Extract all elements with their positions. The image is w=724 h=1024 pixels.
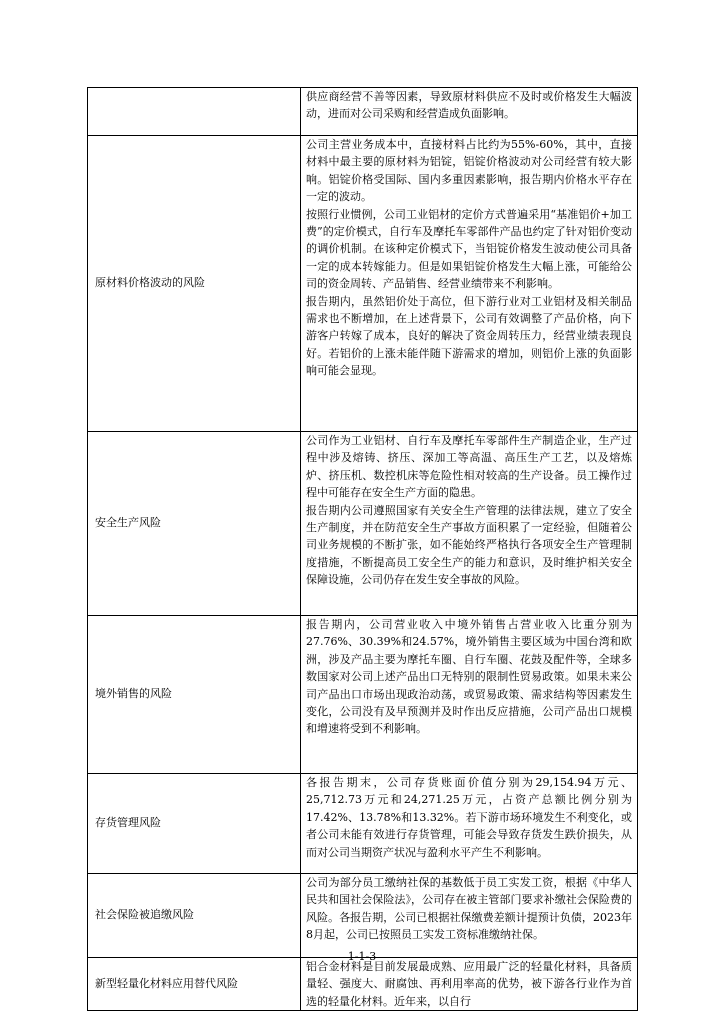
risk-name: 社会保险被追缴风险 xyxy=(88,874,301,958)
risk-name: 安全生产风险 xyxy=(88,432,301,616)
paragraph: 报告期内，公司营业收入中境外销售占营业收入比重分别为27.76%、30.39%和24.57%，境外销售主要区域为中国台湾和欧洲，涉及产品主要为摩托车圈、自行车圈、花鼓及配件等，全球多数国家对公司上述产品出口无特别的限制性贸易政策。如果未来公司产品出口市场出现政治动荡，或贸易政策、需求结构等因素发生变化，公司没有及早预测并及时作出反应措施，公司产品出口规模和增速将受到不利影响。 xyxy=(306,618,632,736)
table-row xyxy=(88,874,638,958)
risk-name: 存货管理风险 xyxy=(88,774,301,874)
risk-factor-table xyxy=(87,87,638,1011)
risk-name: 境外销售的风险 xyxy=(88,616,301,774)
table-row xyxy=(88,958,638,1011)
risk-description xyxy=(301,88,638,136)
risk-description xyxy=(301,958,638,1011)
risk-description xyxy=(301,874,638,958)
risk-name: 新型轻量化材料应用替代风险 xyxy=(88,958,301,1011)
table-row xyxy=(88,136,638,432)
table-row xyxy=(88,88,638,136)
paragraph: 按照行业惯例，公司工业铝材的定价方式普遍采用“基准铝价+加工费”的定价模式，自行车及摩托车零部件产品也约定了针对铝价变动的调价机制。在该种定价模式下，当铝锭价格发生波动使公司具备一定的成本转嫁能力。但是如果铝锭价格发生大幅上涨，可能给公司的资金周转、产品销售、经营业绩带来不利影响。 xyxy=(306,207,632,291)
page-number: 1-1-3 xyxy=(347,950,377,963)
paragraph: 公司作为工业铝材、自行车及摩托车零部件生产制造企业，生产过程中涉及熔铸、挤压、深加工等高温、高压生产工艺，以及熔炼炉、挤压机、数控机床等危险性相对较高的生产设备。员工操作过程中可能存在安全生产方面的隐患。 xyxy=(306,434,632,500)
risk-name: 原材料价格波动的风险 xyxy=(88,136,301,432)
risk-name xyxy=(88,88,301,136)
table-row xyxy=(88,432,638,616)
risk-description xyxy=(301,136,638,432)
paragraph: 报告期内，虽然铝价处于高位，但下游行业对工业铝材及相关制品需求也不断增加，在上述背景下，公司有效调整了产品价格，向下游客户转嫁了成本，良好的解决了资金周转压力，经营业绩表现良好。若铝价的上涨未能伴随下游需求的增加，则铝价上涨的负面影响可能会显现。 xyxy=(306,294,632,378)
table-row xyxy=(88,616,638,774)
paragraph: 各报告期末，公司存货账面价值分别为29,154.94万元、25,712.73万元和24,271.25万元，占资产总额比例分别为17.42%、13.78%和13.32%。若下游市场环境发生不利变化，或者公司未能有效进行存货管理，可能会导致存货发生跌价损失，从而对公司当期资产状况与盈利水平产生不利影响。 xyxy=(306,776,632,859)
paragraph: 报告期内公司遵照国家有关安全生产管理的法律法规，建立了安全生产制度，并在防范安全生产事故方面积累了一定经验，但随着公司业务规模的不断扩张，如不能始终严格执行各项安全生产管理制度措施，不断提高员工安全生产的能力和意识，及时维护相关安全保障设施，公司仍存在发生安全事故的风险。 xyxy=(306,503,632,587)
paragraph: 铝合金材料是目前发展最成熟、应用最广泛的轻量化材料，具备质量轻、强度大、耐腐蚀、再利用率高的优势，被下游各行业作为首选的轻量化材料。近年来，以自行 xyxy=(306,960,632,1008)
table-row xyxy=(88,774,638,874)
paragraph: 公司为部分员工缴纳社保的基数低于员工实发工资，根据《中华人民共和国社会保险法》，公司存在被主管部门要求补缴社会保险费的风险。各报告期，公司已根据社保缴费差额计提预计负债，2023年8月起，公司已按照员工实发工资标准缴纳社保。 xyxy=(306,876,632,942)
risk-description xyxy=(301,432,638,616)
paragraph: 供应商经营不善等因素，导致原材料供应不及时或价格发生大幅波动，进而对公司采购和经营造成负面影响。 xyxy=(306,90,632,121)
risk-description xyxy=(301,774,638,874)
risk-description xyxy=(301,616,638,774)
paragraph: 公司主营业务成本中，直接材料占比约为55%-60%，其中，直接材料中最主要的原材料为铝锭，铝锭价格波动对公司经营有较大影响。铝锭价格受国际、国内多重因素影响，报告期内价格水平存在一定的波动。 xyxy=(306,138,632,204)
